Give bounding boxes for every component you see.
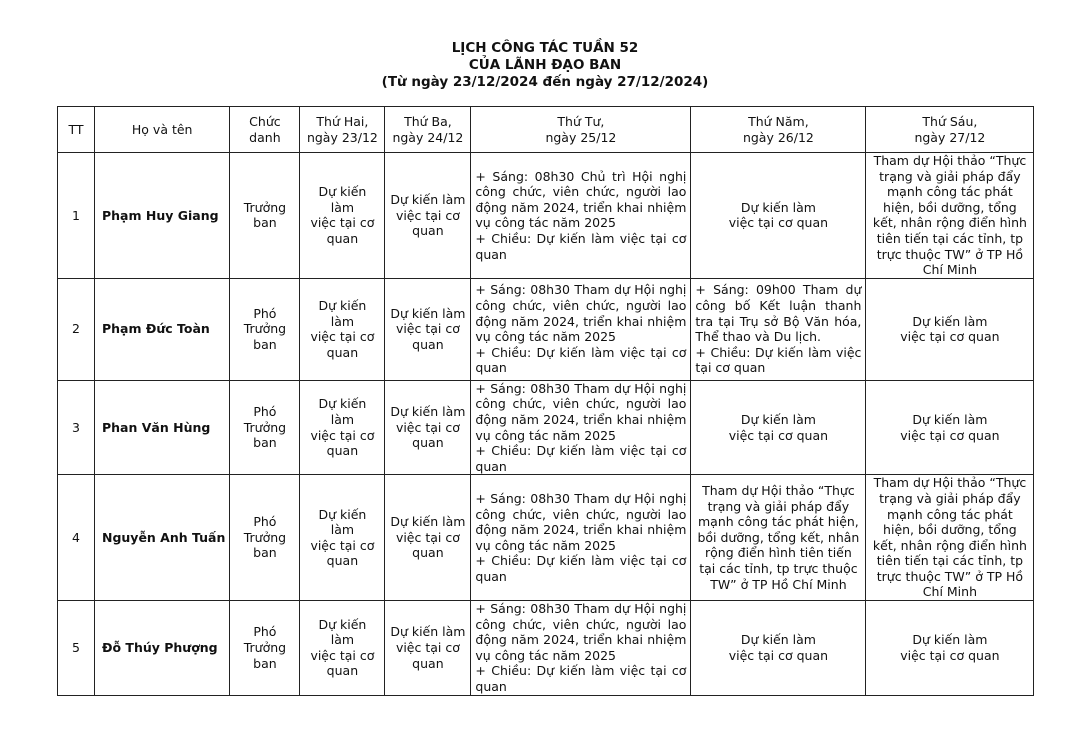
thursday-cell: Dự kiến làm việc tại cơ quan (691, 153, 866, 279)
table-row (58, 380, 1034, 475)
tuesday-cell: Dự kiến làm việc tại cơ quan (385, 153, 471, 279)
title-line-3: (Từ ngày 23/12/2024 đến ngày 27/12/2024) (381, 74, 709, 90)
monday-cell: Dự kiến làm việc tại cơ quan (300, 601, 385, 696)
schedule-table (57, 106, 1034, 696)
position-title: Phó Trưởng ban (230, 278, 300, 380)
row-number: 4 (58, 475, 95, 601)
table-row (58, 153, 1034, 279)
tuesday-cell: Dự kiến làm việc tại cơ quan (385, 380, 471, 475)
row-number: 5 (58, 601, 95, 696)
tuesday-cell: Dự kiến làm việc tại cơ quan (385, 601, 471, 696)
table-row (58, 601, 1034, 696)
document-title (0, 40, 1080, 91)
monday-cell: Dự kiến làm việc tại cơ quan (300, 153, 385, 279)
col-header-monday: Thứ Hai, ngày 23/12 (300, 107, 385, 153)
row-number: 1 (58, 153, 95, 279)
friday-cell: Tham dự Hội thảo “Thực trạng và giải pháp đẩy mạnh công tác phát hiện, bồi dưỡng, tổng kết, nhân rộng điển hình tiên tiến tại các tỉnh, tp trực thuộc TW” ở TP Hồ Chí Minh (866, 475, 1034, 601)
wednesday-cell: + Sáng: 08h30 Tham dự Hội nghị công chức, viên chức, người lao động năm 2024, triển khai nhiệm vụ công tác năm 2025 + Chiều: Dự kiến làm việc tại cơ quan (471, 380, 691, 475)
person-name: Phạm Huy Giang (95, 153, 230, 279)
wednesday-cell: + Sáng: 08h30 Tham dự Hội nghị công chức, viên chức, người lao động năm 2024, triển khai nhiệm vụ công tác năm 2025 + Chiều: Dự kiến làm việc tại cơ quan (471, 601, 691, 696)
col-header-friday: Thứ Sáu, ngày 27/12 (866, 107, 1034, 153)
friday-cell: Dự kiến làm việc tại cơ quan (866, 278, 1034, 380)
tuesday-cell: Dự kiến làm việc tại cơ quan (385, 475, 471, 601)
person-name: Phan Văn Hùng (95, 380, 230, 475)
title-line-2: CỦA LÃNH ĐẠO BAN (468, 57, 622, 73)
position-title: Phó Trưởng ban (230, 475, 300, 601)
row-number: 3 (58, 380, 95, 475)
position-title: Phó Trưởng ban (230, 601, 300, 696)
thursday-cell: + Sáng: 09h00 Tham dự công bố Kết luận thanh tra tại Trụ sở Bộ Văn hóa, Thể thao và Du lịch. + Chiều: Dự kiến làm việc tại cơ quan (691, 278, 866, 380)
tuesday-cell: Dự kiến làm việc tại cơ quan (385, 278, 471, 380)
friday-cell: Dự kiến làm việc tại cơ quan (866, 601, 1034, 696)
col-header-wednesday: Thứ Tư, ngày 25/12 (471, 107, 691, 153)
title-line-1: LỊCH CÔNG TÁC TUẦN 52 (451, 40, 639, 56)
wednesday-cell: + Sáng: 08h30 Chủ trì Hội nghị công chức, viên chức, người lao động năm 2024, triển khai nhiệm vụ công tác năm 2025 + Chiều: Dự kiến làm việc tại cơ quan (471, 153, 691, 279)
person-name: Nguyễn Anh Tuấn (95, 475, 230, 601)
wednesday-cell: + Sáng: 08h30 Tham dự Hội nghị công chức, viên chức, người lao động năm 2024, triển khai nhiệm vụ công tác năm 2025 + Chiều: Dự kiến làm việc tại cơ quan (471, 475, 691, 601)
position-title: Trưởng ban (230, 153, 300, 279)
person-name: Phạm Đức Toàn (95, 278, 230, 380)
monday-cell: Dự kiến làm việc tại cơ quan (300, 278, 385, 380)
friday-cell: Dự kiến làm việc tại cơ quan (866, 380, 1034, 475)
col-header-title: Chức danh (230, 107, 300, 153)
header-row (58, 107, 1034, 153)
col-header-thursday: Thứ Năm, ngày 26/12 (691, 107, 866, 153)
col-header-tt: TT (58, 107, 95, 153)
row-number: 2 (58, 278, 95, 380)
thursday-cell: Dự kiến làm việc tại cơ quan (691, 380, 866, 475)
friday-cell: Tham dự Hội thảo “Thực trạng và giải pháp đẩy mạnh công tác phát hiện, bồi dưỡng, tổng kết, nhân rộng điển hình tiên tiến tại các tỉnh, tp trực thuộc TW” ở TP Hồ Chí Minh (866, 153, 1034, 279)
table-row (58, 278, 1034, 380)
position-title: Phó Trưởng ban (230, 380, 300, 475)
thursday-cell: Tham dự Hội thảo “Thực trạng và giải pháp đẩy mạnh công tác phát hiện, bồi dưỡng, tổng kết, nhân rộng điển hình tiên tiến tại các tỉnh, tp trực thuộc TW” ở TP Hồ Chí Minh (691, 475, 866, 601)
wednesday-cell: + Sáng: 08h30 Tham dự Hội nghị công chức, viên chức, người lao động năm 2024, triển khai nhiệm vụ công tác năm 2025 + Chiều: Dự kiến làm việc tại cơ quan (471, 278, 691, 380)
monday-cell: Dự kiến làm việc tại cơ quan (300, 380, 385, 475)
person-name: Đỗ Thúy Phượng (95, 601, 230, 696)
col-header-tuesday: Thứ Ba, ngày 24/12 (385, 107, 471, 153)
table-row (58, 475, 1034, 601)
thursday-cell: Dự kiến làm việc tại cơ quan (691, 601, 866, 696)
col-header-name: Họ và tên (95, 107, 230, 153)
monday-cell: Dự kiến làm việc tại cơ quan (300, 475, 385, 601)
